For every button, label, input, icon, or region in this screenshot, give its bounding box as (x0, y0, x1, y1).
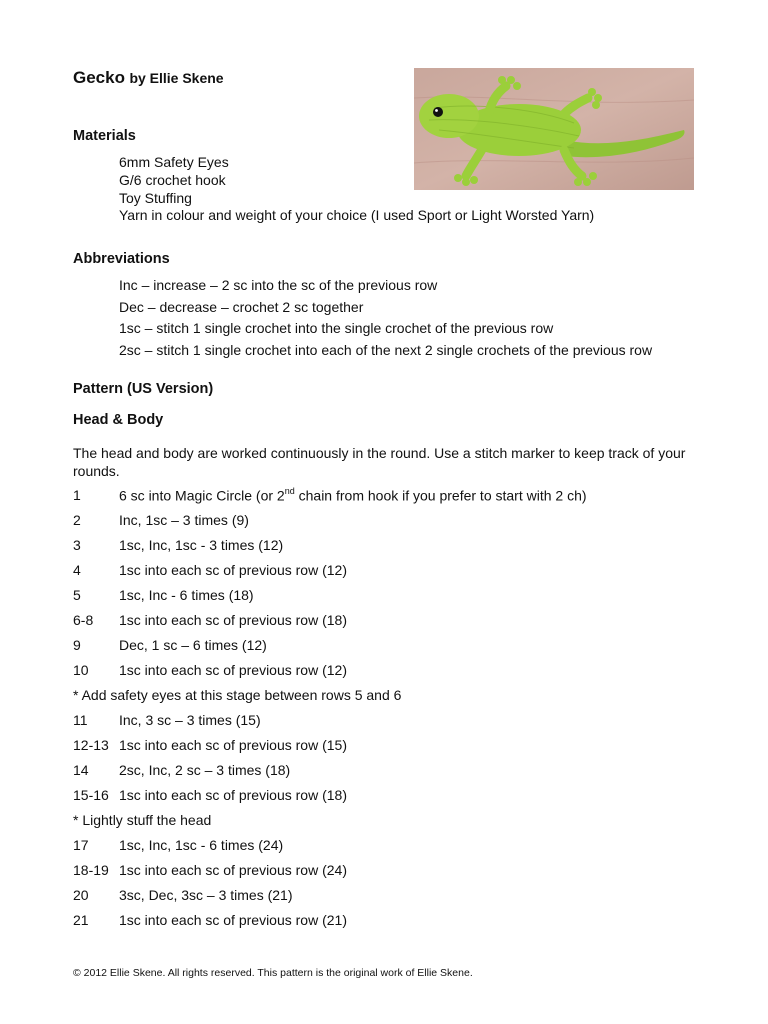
row-instruction: 1sc into each sc of previous row (18) (119, 787, 347, 803)
abbreviations-heading: Abbreviations (73, 251, 170, 267)
gecko-photo (414, 68, 694, 190)
row-instruction: 1sc into each sc of previous row (24) (119, 862, 347, 878)
abbreviation-item: Dec – decrease – crochet 2 sc together (119, 299, 364, 315)
page-title (73, 68, 224, 88)
row-number: 20 (73, 887, 89, 903)
row-instruction: 1sc, Inc - 6 times (18) (119, 587, 254, 603)
row-instruction: 2sc, Inc, 2 sc – 3 times (18) (119, 762, 291, 778)
row1-post: chain from hook if you prefer to start with 2 ch) (294, 487, 587, 504)
row-number: 14 (73, 762, 89, 778)
materials-item: Toy Stuffing (119, 190, 192, 206)
row-instruction: 1sc into each sc of previous row (12) (119, 562, 347, 578)
pattern-intro: The head and body are worked continuously in the round. Use a stitch marker to keep track of your rounds. (73, 445, 686, 479)
row-instruction: 1sc into each sc of previous row (18) (119, 612, 347, 628)
materials-item: Yarn in colour and weight of your choice (I used Sport or Light Worsted Yarn) (119, 207, 595, 223)
row-number: 21 (73, 912, 89, 928)
row-number: 6-8 (73, 612, 94, 628)
row-number: 18-19 (73, 862, 109, 878)
row-number: 17 (73, 837, 89, 853)
note-stuff: * Lightly stuff the head (73, 812, 212, 828)
row-instruction: 1sc, Inc, 1sc - 3 times (12) (119, 537, 284, 553)
row-instruction: 3sc, Dec, 3sc – 3 times (21) (119, 887, 293, 903)
row1-sup: nd (284, 486, 295, 496)
copyright-footer: © 2012 Ellie Skene. All rights reserved. This pattern is the original work of Ellie Skene. (73, 967, 473, 979)
row-number: 10 (73, 662, 89, 678)
row-number: 3 (73, 537, 81, 553)
row-instruction: Dec, 1 sc – 6 times (12) (119, 637, 267, 653)
row-number: 2 (73, 512, 81, 528)
head-body-heading: Head & Body (73, 412, 164, 428)
materials-item: 6mm Safety Eyes (119, 154, 229, 170)
row-instruction: 1sc into each sc of previous row (15) (119, 737, 347, 753)
row-number: 15-16 (73, 787, 109, 803)
row-number: 9 (73, 637, 81, 653)
row-number: 4 (73, 562, 81, 578)
row-instruction: 1sc, Inc, 1sc - 6 times (24) (119, 837, 284, 853)
title-main: Gecko (73, 68, 125, 87)
row-instruction: 1sc into each sc of previous row (21) (119, 912, 347, 928)
abbreviation-item: 1sc – stitch 1 single crochet into the single crochet of the previous row (119, 320, 554, 336)
row-number: 11 (73, 712, 88, 728)
row-number: 1 (73, 487, 81, 503)
pattern-heading: Pattern (US Version) (73, 381, 214, 397)
gecko-illustration (414, 68, 694, 190)
title-byline: by Ellie Skene (129, 70, 224, 86)
abbreviation-item: 2sc – stitch 1 single crochet into each of the next 2 single crochets of the previous row (119, 342, 653, 358)
row-instruction: Inc, 3 sc – 3 times (15) (119, 712, 261, 728)
materials-heading: Materials (73, 128, 136, 144)
row-number: 12-13 (73, 737, 109, 753)
row1-pre: 6 sc into Magic Circle (or 2 (119, 487, 285, 504)
row-instruction: Inc, 1sc – 3 times (9) (119, 512, 249, 528)
row-number: 5 (73, 587, 81, 603)
row-instruction: 1sc into each sc of previous row (12) (119, 662, 347, 678)
abbreviation-item: Inc – increase – 2 sc into the sc of the previous row (119, 277, 438, 293)
materials-item: G/6 crochet hook (119, 172, 226, 188)
note-eyes: * Add safety eyes at this stage between rows 5 and 6 (73, 687, 402, 703)
row-instruction (119, 487, 587, 504)
